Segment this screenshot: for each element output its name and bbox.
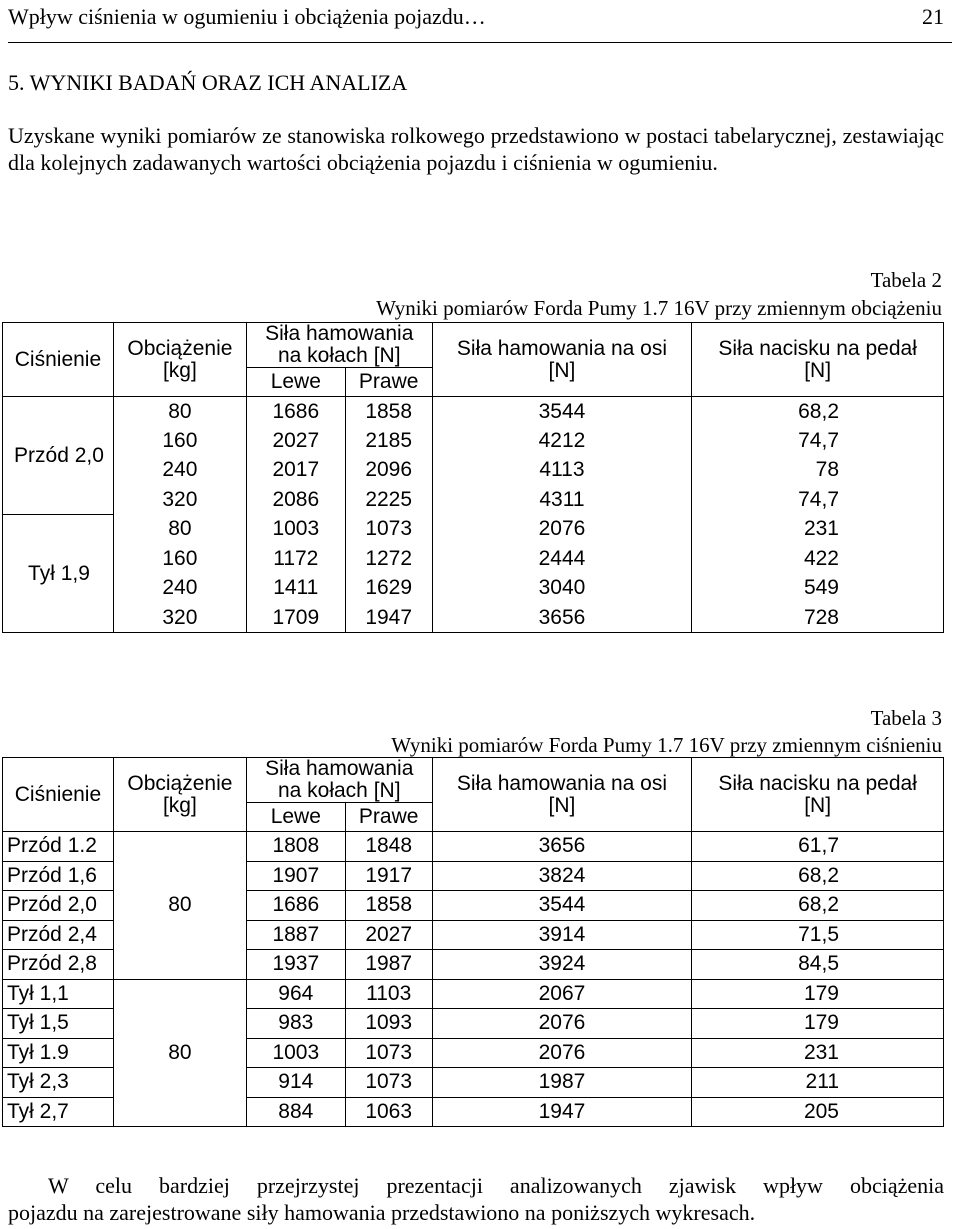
table-row [3, 397, 944, 427]
load-cell: 160 [113, 544, 246, 574]
table-row [3, 485, 944, 515]
table2-caption: Wyniki pomiarów Forda Pumy 1.7 16V przy zmiennym obciążeniu [376, 296, 942, 320]
right-cell: 1858 [345, 397, 432, 427]
header-right: Prawe [345, 368, 432, 397]
pedal-cell: 74,7 [692, 426, 944, 456]
axle-cell: 1987 [432, 1068, 692, 1098]
intro-paragraph: Uzyskane wyniki pomiarów ze stanowiska rolkowego przedstawiono w postaci tabelarycznej, zestawiając dla kolejnych zadawanych wartości obciążenia pojazdu i ciśnienia w ogumieniu. [8, 123, 944, 175]
header-load-line1: Obciążenie [127, 336, 233, 360]
axle-cell: 3914 [432, 920, 692, 950]
axle-cell: 3656 [432, 603, 692, 633]
table-row [3, 544, 944, 574]
right-cell: 2225 [345, 485, 432, 515]
left-cell: 1937 [246, 950, 345, 980]
pressure-cell: Tył 2,3 [3, 1068, 114, 1098]
header-pedal-force-line2: [N] [804, 793, 832, 817]
header-wheel-force-line2: na kołach [N] [277, 344, 401, 367]
right-cell: 1947 [345, 603, 432, 633]
header-axle-force [432, 758, 692, 832]
right-cell: 2096 [345, 456, 432, 486]
pedal-cell: 231 [692, 515, 944, 545]
load-cell: 80 [113, 515, 246, 545]
table-row [3, 426, 944, 456]
right-cell: 1917 [345, 861, 432, 891]
header-pedal-force-line2: [N] [804, 358, 832, 382]
axle-cell: 3824 [432, 861, 692, 891]
axle-cell: 3656 [432, 832, 692, 862]
header-wheel-force [246, 758, 432, 803]
pedal-cell: 728 [692, 603, 944, 633]
pressure-cell: Tył 1.9 [3, 1038, 114, 1068]
load-cell: 320 [113, 485, 246, 515]
axle-cell: 2444 [432, 544, 692, 574]
right-cell: 1272 [345, 544, 432, 574]
pedal-cell: 71,5 [692, 920, 944, 950]
load-cell: 80 [113, 832, 246, 980]
final-paragraph-line-2: pojazdu na zarejestrowane siły hamowania przedstawiono na poniższych wykresach. [8, 1200, 756, 1225]
header-load-line2: [kg] [162, 793, 197, 817]
right-cell: 1858 [345, 891, 432, 921]
pressure-cell: Tył 2,7 [3, 1097, 114, 1127]
table-row [3, 603, 944, 633]
left-cell: 1003 [246, 1038, 345, 1068]
right-cell: 2027 [345, 920, 432, 950]
table3-number: Tabela 3 [870, 706, 942, 730]
header-wheel-force-line1: Siła hamowania [265, 757, 414, 780]
axle-cell: 4113 [432, 456, 692, 486]
left-cell: 964 [246, 979, 345, 1009]
left-cell: 1003 [246, 515, 345, 545]
header-pressure: Ciśnienie [3, 323, 114, 397]
table2 [2, 322, 944, 633]
pressure-cell: Tył 1,5 [3, 1009, 114, 1039]
left-cell: 1907 [246, 861, 345, 891]
load-cell: 80 [113, 397, 246, 427]
table-row [3, 979, 944, 1009]
axle-cell: 4212 [432, 426, 692, 456]
right-cell: 1073 [345, 515, 432, 545]
header-axle-force [432, 323, 692, 397]
header-pedal-force-line1: Siła nacisku na pedał [718, 771, 917, 795]
pedal-cell: 549 [692, 574, 944, 604]
final-paragraph-line-1: W celu bardziej przejrzystej prezentacji analizowanych zjawisk wpływ obciążenia [48, 1173, 944, 1198]
header-pressure: Ciśnienie [3, 758, 114, 832]
pressure-cell: Przód 1,6 [3, 861, 114, 891]
left-cell: 914 [246, 1068, 345, 1098]
header-right: Prawe [345, 803, 432, 832]
right-cell: 1093 [345, 1009, 432, 1039]
axle-cell: 4311 [432, 485, 692, 515]
header-axle-force-line2: [N] [548, 358, 576, 382]
table-row [3, 574, 944, 604]
left-cell: 2027 [246, 426, 345, 456]
right-cell: 1073 [345, 1038, 432, 1068]
pressure-cell: Przód 2,4 [3, 920, 114, 950]
right-cell: 1848 [345, 832, 432, 862]
pressure-cell: Przód 2,0 [3, 397, 114, 515]
pressure-cell: Tył 1,1 [3, 979, 114, 1009]
pedal-cell: 231 [692, 1038, 944, 1068]
header-left: Lewe [246, 803, 345, 832]
axle-cell: 3040 [432, 574, 692, 604]
axle-cell: 3924 [432, 950, 692, 980]
pedal-cell: 179 [692, 1009, 944, 1039]
pedal-cell: 422 [692, 544, 944, 574]
left-cell: 1686 [246, 891, 345, 921]
header-load [113, 758, 246, 832]
table3 [2, 757, 944, 1127]
pedal-cell: 68,2 [692, 397, 944, 427]
table-row [3, 832, 944, 862]
page-number: 21 [922, 4, 944, 29]
header-pedal-force [692, 758, 944, 832]
header-wheel-force-line1: Siła hamowania [265, 322, 414, 345]
running-title: Wpływ ciśnienia w ogumieniu i obciążenia pojazdu… [8, 4, 486, 29]
left-cell: 1172 [246, 544, 345, 574]
left-cell: 1411 [246, 574, 345, 604]
header-pedal-force [692, 323, 944, 397]
pressure-cell: Przód 1.2 [3, 832, 114, 862]
header-load [113, 323, 246, 397]
left-cell: 1887 [246, 920, 345, 950]
load-cell: 80 [113, 979, 246, 1127]
header-row [3, 323, 944, 368]
header-left: Lewe [246, 368, 345, 397]
left-cell: 983 [246, 1009, 345, 1039]
table2-number: Tabela 2 [870, 268, 942, 292]
pedal-cell: 61,7 [692, 832, 944, 862]
pedal-cell: 179 [692, 979, 944, 1009]
header-axle-force-line1: Siła hamowania na osi [456, 771, 668, 795]
right-cell: 1103 [345, 979, 432, 1009]
axle-cell: 3544 [432, 891, 692, 921]
pedal-cell: 74,7 [692, 485, 944, 515]
header-load-line1: Obciążenie [127, 771, 233, 795]
pedal-cell: 211 [692, 1068, 944, 1098]
header-axle-force-line1: Siła hamowania na osi [456, 336, 668, 360]
left-cell: 2017 [246, 456, 345, 486]
final-paragraph [8, 1172, 944, 1226]
pedal-cell: 205 [692, 1097, 944, 1127]
axle-cell: 2067 [432, 979, 692, 1009]
axle-cell: 2076 [432, 1038, 692, 1068]
pedal-cell: 84,5 [692, 950, 944, 980]
pedal-cell: 68,2 [692, 861, 944, 891]
axle-cell: 2076 [432, 1009, 692, 1039]
section-heading: 5. WYNIKI BADAŃ ORAZ ICH ANALIZA [8, 70, 408, 95]
axle-cell: 3544 [432, 397, 692, 427]
pressure-cell: Przód 2,8 [3, 950, 114, 980]
left-cell: 884 [246, 1097, 345, 1127]
header-pedal-force-line1: Siła nacisku na pedał [718, 336, 917, 360]
pressure-cell: Przód 2,0 [3, 891, 114, 921]
load-cell: 240 [113, 574, 246, 604]
header-wheel-force [246, 323, 432, 368]
header-wheel-force-line2: na kołach [N] [277, 779, 401, 802]
right-cell: 1073 [345, 1068, 432, 1098]
table-row [3, 456, 944, 486]
right-cell: 1629 [345, 574, 432, 604]
pressure-cell: Tył 1,9 [3, 515, 114, 633]
left-cell: 1808 [246, 832, 345, 862]
load-cell: 240 [113, 456, 246, 486]
axle-cell: 1947 [432, 1097, 692, 1127]
header-load-line2: [kg] [162, 358, 197, 382]
page-header [8, 0, 952, 43]
table-row [3, 515, 944, 545]
right-cell: 1987 [345, 950, 432, 980]
axle-cell: 2076 [432, 515, 692, 545]
header-row [3, 758, 944, 803]
left-cell: 1686 [246, 397, 345, 427]
header-axle-force-line2: [N] [548, 793, 576, 817]
pedal-cell: 78 [692, 456, 944, 486]
left-cell: 2086 [246, 485, 345, 515]
right-cell: 2185 [345, 426, 432, 456]
left-cell: 1709 [246, 603, 345, 633]
pedal-cell: 68,2 [692, 891, 944, 921]
load-cell: 160 [113, 426, 246, 456]
load-cell: 320 [113, 603, 246, 633]
table3-caption: Wyniki pomiarów Forda Pumy 1.7 16V przy zmiennym ciśnieniu [391, 733, 942, 757]
right-cell: 1063 [345, 1097, 432, 1127]
